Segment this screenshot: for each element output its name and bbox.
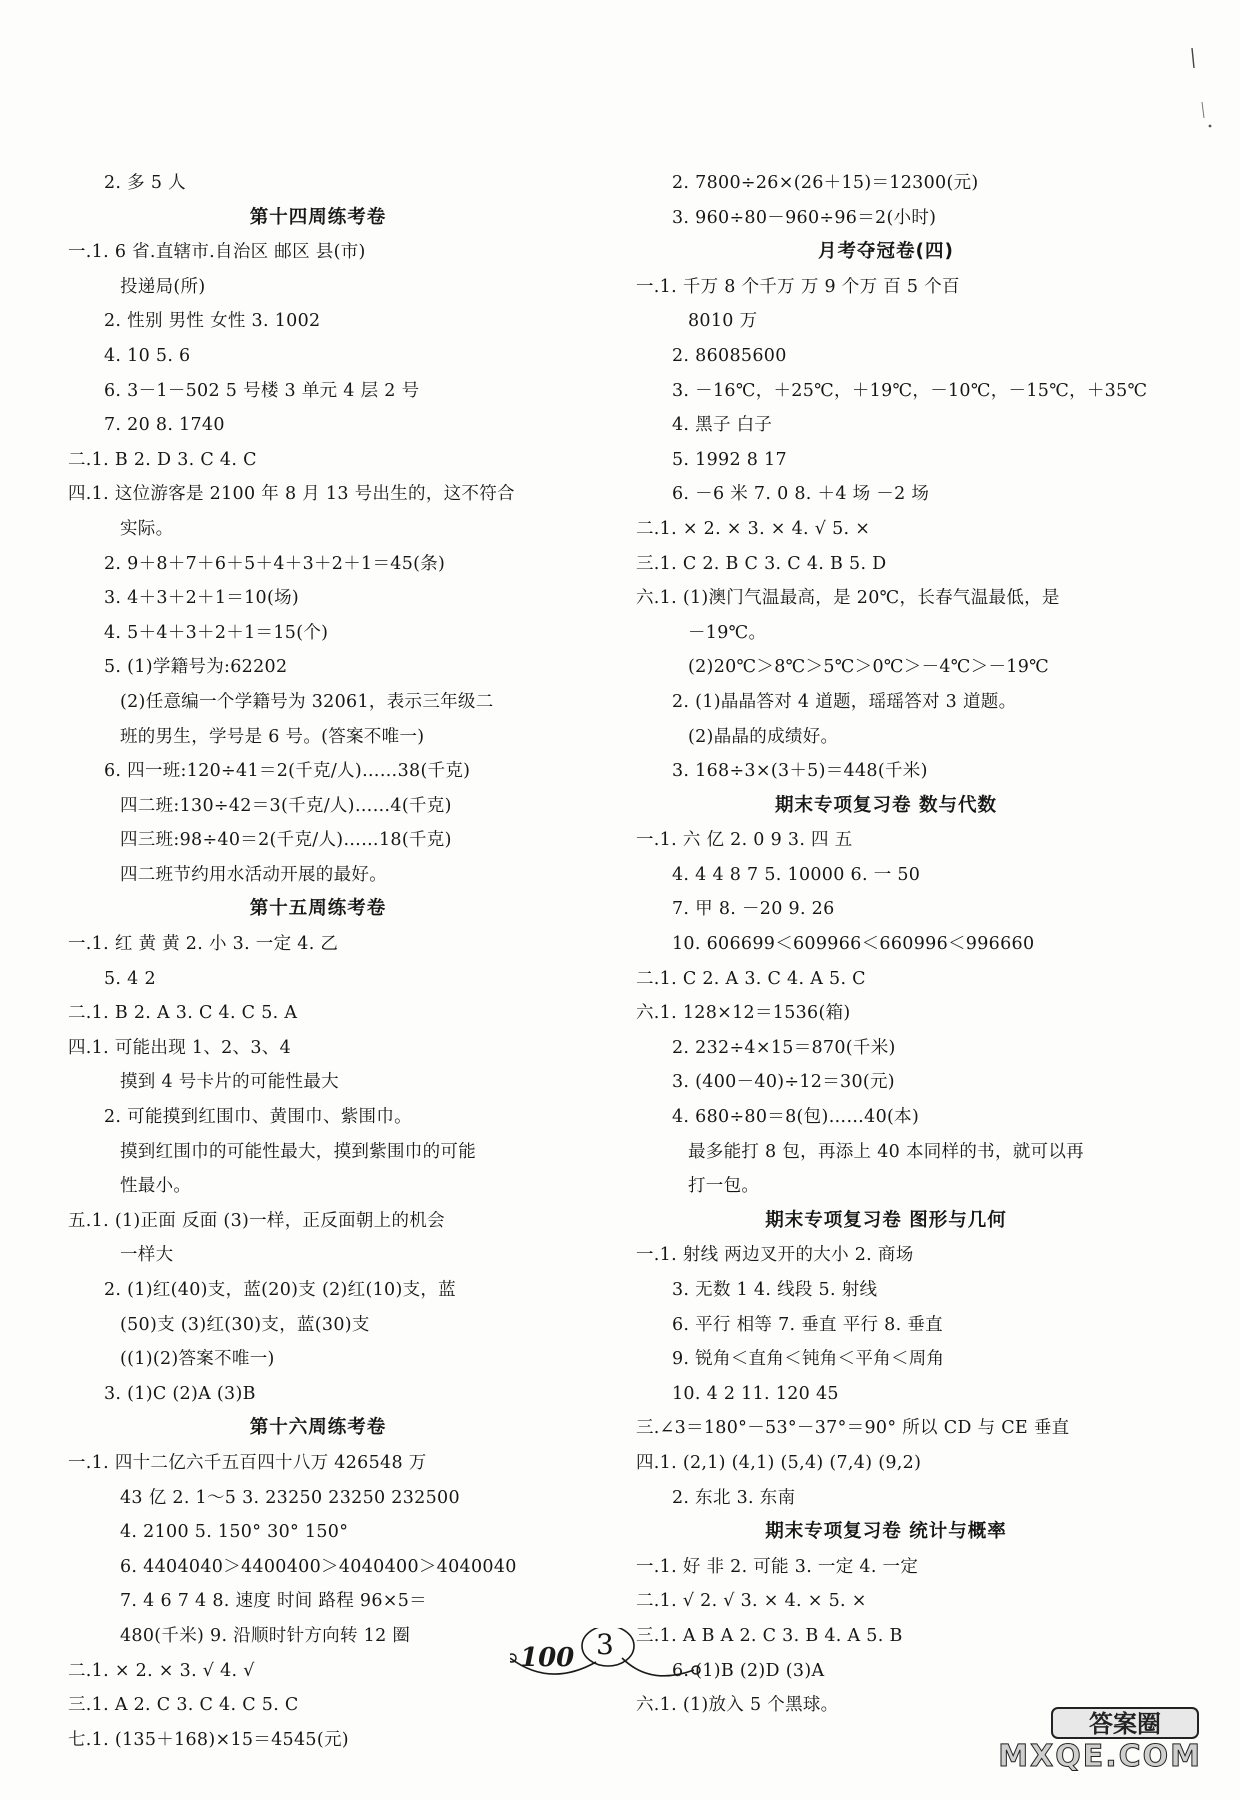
watermark-logo <box>1050 1704 1200 1740</box>
answer-line: 7. 4 6 7 4 8. 速度 时间 路程 96×5＝ <box>120 1591 427 1612</box>
answer-line: 四.1. 这位游客是 2100 年 8 月 13 号出生的，这不符合 <box>68 484 515 505</box>
answer-line: 4. 2100 5. 150° 30° 150° <box>120 1522 349 1543</box>
answer-line: 六.1. 128×12＝1536(箱) <box>636 1003 851 1024</box>
svg-text:答案圈: 答案圈 <box>1089 1710 1161 1738</box>
scan-specks <box>1180 40 1220 140</box>
answer-line: 6. 平行 相等 7. 垂直 平行 8. 垂直 <box>672 1314 943 1335</box>
answer-line: 3. 960÷80－960÷96＝2(小时) <box>672 207 937 228</box>
answer-line: 4. 5＋4＋3＋2＋1＝15(个) <box>104 622 329 643</box>
answer-line: 2. 86085600 <box>672 345 787 366</box>
page-footer <box>510 1628 710 1728</box>
answer-line: 摸到 4 号卡片的可能性最大 <box>120 1072 339 1093</box>
answer-line: 三.1. A B A 2. C 3. B 4. A 5. B <box>636 1625 903 1646</box>
answer-line: 五.1. (1)正面 反面 (3)一样，正反面朝上的机会 <box>68 1210 445 1231</box>
section-heading: 月考夺冠卷(四) <box>818 241 954 263</box>
answer-line: 2. 多 5 人 <box>104 173 186 193</box>
answer-line: 3. (400－40)÷12＝30(元) <box>672 1072 895 1093</box>
answer-line: (2)任意编一个学籍号为 32061，表示三年级二 <box>120 691 494 712</box>
answer-line: 2. 东北 3. 东南 <box>672 1487 796 1508</box>
answer-line: 4. 10 5. 6 <box>104 345 191 366</box>
answer-line: 2. (1)晶晶答对 4 道题，瑶瑶答对 3 道题。 <box>672 691 1017 712</box>
answer-line: 4. 4 4 8 7 5. 10000 6. 一 50 <box>672 864 921 885</box>
answer-line: 二.1. √ 2. √ 3. × 4. × 5. × <box>636 1591 867 1612</box>
section-heading: 期末专项复习卷 图形与几何 <box>765 1209 1007 1231</box>
answer-line: 摸到红围巾的可能性最大，摸到紫围巾的可能 <box>120 1141 476 1162</box>
answer-line: 四.1. 可能出现 1、2、3、4 <box>68 1037 292 1058</box>
section-heading: 第十六周练考卷 <box>249 1417 387 1439</box>
svg-text:100: 100 <box>520 1643 575 1673</box>
section-heading: 期末专项复习卷 统计与概率 <box>765 1521 1007 1543</box>
answer-line: (2)20℃＞8℃＞5℃＞0℃＞－4℃＞－19℃ <box>688 657 1050 678</box>
answer-line: 3. (1)C (2)A (3)B <box>104 1383 256 1404</box>
answer-line: 一.1. 六 亿 2. 0 9 3. 四 五 <box>636 830 853 851</box>
answer-line: 43 亿 2. 1～5 3. 23250 23250 232500 <box>120 1487 460 1508</box>
answer-line: 二.1. × 2. × 3. × 4. √ 5. × <box>636 518 871 539</box>
answer-line: 2. 7800÷26×(26＋15)＝12300(元) <box>672 173 979 193</box>
answer-line: 最多能打 8 包，再添上 40 本同样的书，就可以再 <box>688 1141 1084 1162</box>
section-heading: 第十五周练考卷 <box>249 898 387 920</box>
answer-line: 投递局(所) <box>120 276 206 297</box>
answer-line: (2)晶晶的成绩好。 <box>688 726 839 747</box>
page-number: 3 <box>596 1628 614 1661</box>
right-column <box>636 166 1148 1723</box>
answer-line: 六.1. (1)放入 5 个黑球。 <box>636 1695 839 1716</box>
answer-line: 三.1. A 2. C 3. C 4. C 5. C <box>68 1695 299 1716</box>
answer-line: 一样大 <box>120 1245 174 1266</box>
answer-line: 3. 168÷3×(3＋5)＝448(千米) <box>672 761 928 782</box>
answer-line: 6. 四一班:120÷41＝2(千克/人)……38(千克) <box>104 761 471 782</box>
answer-line: 6. 3－1－502 5 号楼 3 单元 4 层 2 号 <box>104 380 420 401</box>
answer-line: 2. 9＋8＋7＋6＋5＋4＋3＋2＋1＝45(条) <box>104 553 446 574</box>
answer-line: 6. －6 米 7. 0 8. ＋4 场 －2 场 <box>672 484 930 505</box>
answer-line: 二.1. C 2. A 3. C 4. A 5. C <box>636 968 866 989</box>
answer-line: 一.1. 好 非 2. 可能 3. 一定 4. 一定 <box>636 1556 919 1577</box>
answer-line: 四二班节约用水活动开展的最好。 <box>120 864 387 885</box>
answer-line: 3. －16℃，＋25℃，＋19℃，－10℃，－15℃，＋35℃ <box>672 380 1148 401</box>
answer-line: 三.∠3＝180°－53°－37°＝90° 所以 CD 与 CE 垂直 <box>636 1418 1070 1439</box>
answer-line: 4. 680÷80＝8(包)……40(本) <box>672 1107 920 1128</box>
answer-line: 七.1. (135＋168)×15＝4545(元) <box>68 1729 349 1750</box>
answer-line: 7. 20 8. 1740 <box>104 415 225 436</box>
answer-line: 9. 锐角＜直角＜钝角＜平角＜周角 <box>672 1349 945 1370</box>
answer-line: 10. 606699＜609966＜660996＜996660 <box>672 934 1035 955</box>
answer-line: 6. 4404040＞4400400＞4040400＞4040040 <box>120 1556 517 1577</box>
answer-line: 实际。 <box>120 518 174 539</box>
answer-line: 一.1. 千万 8 个千万 万 9 个万 百 5 个百 <box>636 276 960 297</box>
answer-line: 480(千米) 9. 沿顺时针方向转 12 圈 <box>120 1625 411 1646</box>
answer-line: 四.1. (2,1) (4,1) (5,4) (7,4) (9,2) <box>636 1452 922 1473</box>
answer-line: 四三班:98÷40＝2(千克/人)……18(千克) <box>120 830 452 851</box>
section-heading: 期末专项复习卷 数与代数 <box>775 794 997 816</box>
answer-line: －19℃。 <box>688 622 767 643</box>
answer-line: 7. 甲 8. －20 9. 26 <box>672 899 835 920</box>
answer-line: 六.1. (1)澳门气温最高，是 20℃，长春气温最低，是 <box>636 588 1060 609</box>
answer-line: 一.1. 红 黄 黄 2. 小 3. 一定 4. 乙 <box>68 934 339 955</box>
answer-line: 2. 可能摸到红围巾、黄围巾、紫围巾。 <box>104 1107 412 1128</box>
answer-line: (50)支 (3)红(30)支，蓝(30)支 <box>120 1314 370 1335</box>
answer-line: 三.1. C 2. B C 3. C 4. B 5. D <box>636 553 887 574</box>
answer-line: 2. 232÷4×15＝870(千米) <box>672 1037 896 1058</box>
answer-line: 二.1. B 2. D 3. C 4. C <box>68 449 257 470</box>
answer-line: 5. 1992 8 17 <box>672 449 787 470</box>
answer-line: ((1)(2)答案不唯一) <box>120 1349 275 1370</box>
answer-line: 一.1. 6 省.直辖市.自治区 邮区 县(市) <box>68 242 366 263</box>
answer-line: 5. 4 2 <box>104 968 156 989</box>
answer-line: 2. (1)红(40)支，蓝(20)支 (2)红(10)支，蓝 <box>104 1280 456 1300</box>
answer-line: 8010 万 <box>688 311 758 332</box>
answer-line: 打一包。 <box>688 1176 760 1197</box>
left-column <box>68 166 568 1757</box>
answer-line: 3. 无数 1 4. 线段 5. 射线 <box>672 1280 878 1300</box>
answer-line: 6. (1)B (2)D (3)A <box>672 1660 825 1681</box>
watermark <box>998 1708 1224 1788</box>
section-heading: 第十四周练考卷 <box>249 206 387 228</box>
answer-line: 5. (1)学籍号为:62202 <box>104 657 288 678</box>
answer-line: 二.1. B 2. A 3. C 4. C 5. A <box>68 1003 298 1024</box>
answer-line: 四二班:130÷42＝3(千克/人)……4(千克) <box>120 795 452 816</box>
answer-line: 4. 黑子 白子 <box>672 415 773 436</box>
answer-line: 10. 4 2 11. 120 45 <box>672 1383 839 1404</box>
watermark-site: MXQE.COM <box>998 1739 1202 1774</box>
answer-line: 一.1. 射线 两边叉开的大小 2. 商场 <box>636 1245 914 1266</box>
answer-line: 一.1. 四十二亿六千五百四十八万 426548 万 <box>68 1452 427 1473</box>
answer-line: 性最小。 <box>120 1176 192 1197</box>
answer-line: 3. 4＋3＋2＋1＝10(场) <box>104 588 300 609</box>
answer-line: 二.1. × 2. × 3. √ 4. √ <box>68 1660 255 1681</box>
answer-line: 班的男生，学号是 6 号。(答案不唯一) <box>120 726 425 747</box>
answer-line: 2. 性别 男性 女性 3. 1002 <box>104 311 321 332</box>
